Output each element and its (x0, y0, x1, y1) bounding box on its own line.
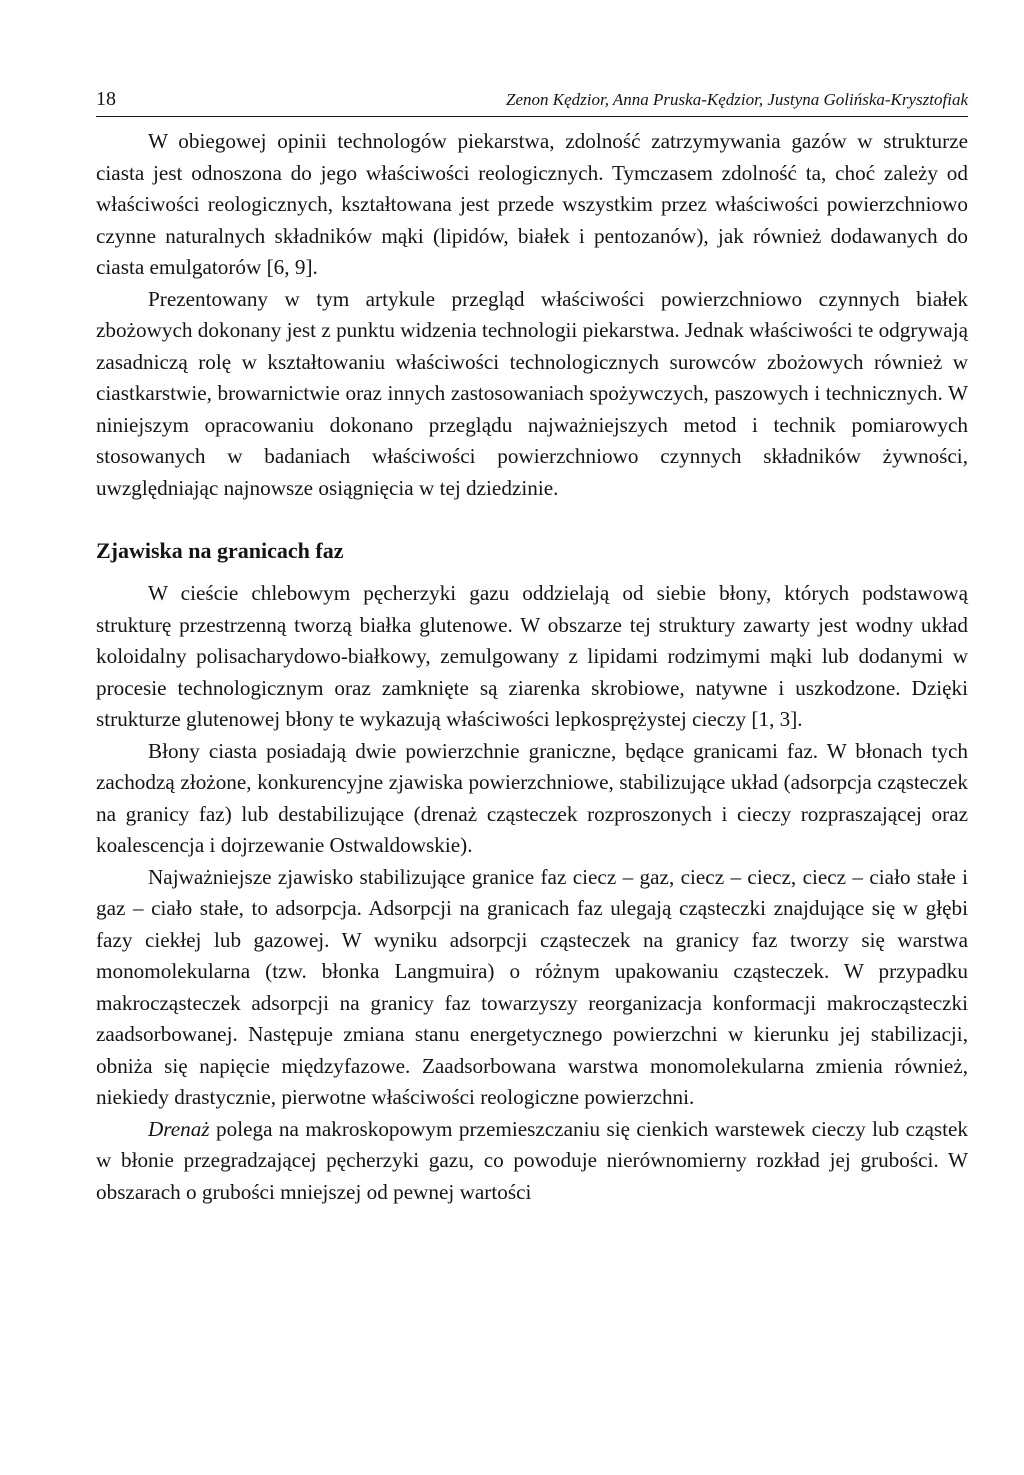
section-paragraph-1: W cieście chlebowym pęcherzyki gazu oddzielają od siebie błony, których podstawową strukturę przestrzenną tworzą białka glutenowe. W obszarze tej struktury zawarty jest wodny układ koloidalny polisacharydowo-białkowy, zemulgowany z lipidami rodzimymi mąki lub dodanymi w procesie technologicznym oraz zamknięte są ziarenka skrobiowe, natywne i uszkodzone. Dzięki strukturze glutenowej błony te wykazują właściwości lepkosprężystej cieczy [1, 3]. (96, 581, 968, 731)
article-body (96, 126, 968, 1208)
running-head-authors: Zenon Kędzior, Anna Pruska-Kędzior, Justyna Golińska-Krysztofiak (506, 90, 968, 109)
page-number: 18 (96, 88, 116, 110)
section-heading: Zjawiska na granicach faz (96, 538, 344, 563)
section-paragraph-4-text: polega na makroskopowym przemieszczaniu się cienkich warstewek cieczy lub cząstek w błonie przegradzającej pęcherzyki gazu, co powoduje nierównomierny rozkład jej grubości. W obszarach o grubości mniejszej od pewnej wartości (96, 1116, 968, 1204)
intro-paragraph-2: Prezentowany w tym artykule przegląd właściwości powierzchniowo czynnych białek zbożowych dokonany jest z punktu widzenia technologii piekarstwa. Jednak właściwości te odgrywają zasadniczą rolę w kształtowaniu właściwości technologicznych surowców zbożowych również w ciastkarstwie, browarnictwie oraz innych zastosowaniach spożywczych, paszowych i technicznych. W niniejszym opracowaniu dokonano przeglądu najważniejszych metod i technik pomiarowych stosowanych w badaniach właściwości powierzchniowo czynnych składników żywności, uwzględniając najnowsze osiągnięcia w tej dziedzinie. (96, 286, 968, 500)
term-drenaz: Drenaż (148, 1116, 210, 1141)
section-paragraph-3: Najważniejsze zjawisko stabilizujące granice faz ciecz – gaz, ciecz – ciecz, ciecz – ciało stałe i gaz – ciało stałe, to adsorpcja. Adsorpcji na granicach faz ulegają cząsteczki znajdujące się w głębi fazy ciekłej lub gazowej. W wyniku adsorpcji cząsteczek na granicy faz tworzy się warstwa monomolekularna (tzw. błonka Langmuira) o różnym upakowaniu cząsteczek. W przypadku makrocząsteczek adsorpcji na granicy faz towarzyszy reorganizacja konformacji makrocząsteczki zaadsorbowanej. Następuje zmiana stanu energetycznego powierzchni w kierunku jej stabilizacji, obniża się napięcie międzyfazowe. Zaadsorbowana warstwa monomolekularna zmienia również, niekiedy drastycznie, pierwotne właściwości reologiczne powierzchni. (96, 864, 968, 1109)
section-paragraph-4 (96, 1114, 968, 1209)
intro-paragraph-1: W obiegowej opinii technologów piekarstwa, zdolność zatrzymywania gazów w strukturze ciasta jest odnoszona do jego właściwości reologicznych. Tymczasem zdolność ta, choć zależy od właściwości reologicznych, kształtowana jest przede wszystkim przez właściwości powierzchniowo czynne naturalnych składników mąki (lipidów, białek i pentozanów), jak również dodawanych do ciasta emulgatorów [6, 9]. (96, 129, 968, 279)
section-paragraph-2: Błony ciasta posiadają dwie powierzchnie graniczne, będące granicami faz. W błonach tych zachodzą złożone, konkurencyjne zjawiska powierzchniowe, stabilizujące układ (adsorpcja cząsteczek na granicy faz) lub destabilizujące (drenaż cząsteczek rozproszonych i cieczy rozpraszającej oraz koalescencja i dojrzewanie Ostwaldowskie). (96, 738, 968, 857)
page-header (96, 86, 968, 117)
